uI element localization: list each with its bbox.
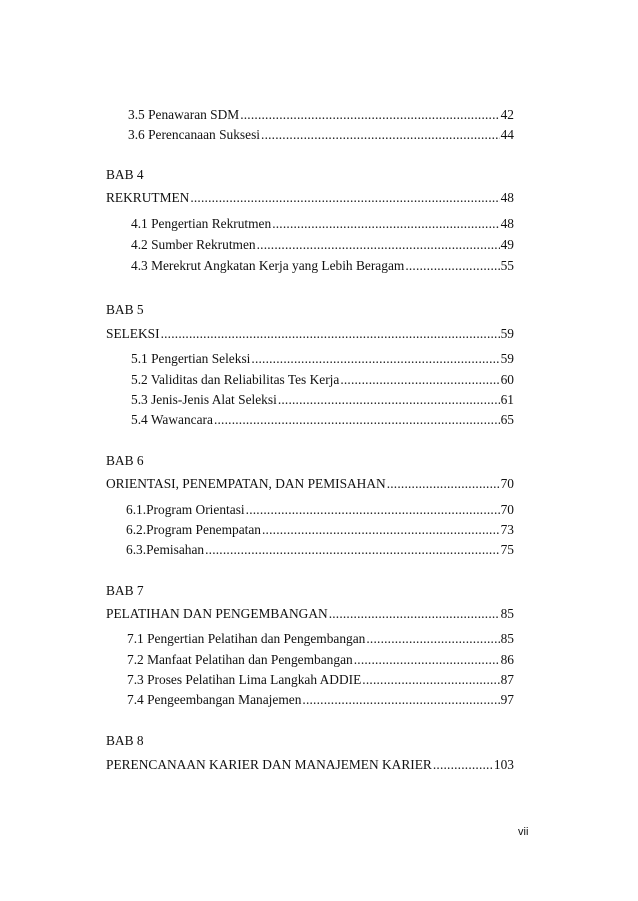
toc-leader	[302, 691, 499, 709]
toc-chapter-entry[interactable]	[106, 756, 514, 774]
toc-leader	[240, 106, 499, 124]
toc-entry-label: 6.1.Program Orientasi	[126, 502, 245, 517]
toc-chapter-entry[interactable]	[106, 189, 514, 207]
toc-entry-label: 5.1 Pengertian Seleksi	[131, 351, 251, 366]
toc-chapter-entry[interactable]	[106, 325, 514, 343]
toc-entry[interactable]	[128, 126, 514, 144]
toc-entry-label: 4.1 Pengertian Rekrutmen	[131, 216, 272, 231]
toc-leader	[329, 605, 500, 623]
toc-entry-label: 3.6 Perencanaan Suksesi	[128, 127, 261, 142]
toc-entry-page: 44	[500, 127, 514, 142]
toc-entry-page: 42	[500, 107, 514, 122]
toc-entry-page: 85	[500, 631, 514, 646]
toc-leader	[205, 541, 500, 559]
toc-chapter-page: 103	[493, 757, 514, 772]
toc-leader	[366, 630, 499, 648]
chapter-heading: BAB 6	[106, 453, 144, 468]
toc-chapter-title: PERENCANAAN KARIER DAN MANAJEMEN KARIER	[106, 757, 432, 772]
toc-entry-page: 61	[500, 392, 514, 407]
toc-entry-page: 73	[500, 522, 514, 537]
toc-chapter-page: 85	[500, 606, 514, 621]
toc-leader	[405, 257, 499, 275]
chapter-heading: BAB 5	[106, 302, 144, 317]
toc-entry-label: 3.5 Penawaran SDM	[128, 107, 240, 122]
toc-entry[interactable]	[126, 501, 514, 519]
toc-leader	[433, 756, 493, 774]
toc-leader	[387, 475, 500, 493]
toc-entry[interactable]	[127, 671, 514, 689]
toc-entry-page: 49	[500, 237, 514, 252]
toc-entry[interactable]	[131, 391, 514, 409]
chapter-heading: BAB 7	[106, 583, 144, 598]
toc-entry-page: 55	[500, 258, 514, 273]
toc-leader	[246, 501, 500, 519]
toc-entry-label: 5.2 Validitas dan Reliabilitas Tes Kerja	[131, 372, 340, 387]
toc-entry-label: 5.4 Wawancara	[131, 412, 213, 427]
toc-entry[interactable]	[131, 215, 514, 233]
toc-entry-label: 7.4 Pengeembangan Manajemen	[127, 692, 302, 707]
toc-entry-page: 60	[500, 372, 514, 387]
toc-entry-page: 70	[500, 502, 514, 517]
toc-entry-page: 97	[500, 692, 514, 707]
page-number: vii	[518, 826, 529, 838]
toc-entry[interactable]	[128, 106, 514, 124]
toc-entry-page: 86	[500, 652, 514, 667]
toc-entry-page: 65	[500, 412, 514, 427]
toc-leader	[340, 371, 499, 389]
chapter-heading: BAB 8	[106, 733, 144, 748]
toc-entry-label: 7.1 Pengertian Pelatihan dan Pengembangan	[127, 631, 366, 646]
toc-entry[interactable]	[131, 257, 514, 275]
toc-chapter-title: ORIENTASI, PENEMPATAN, DAN PEMISAHAN	[106, 476, 386, 491]
toc-entry[interactable]	[127, 691, 514, 709]
toc-entry[interactable]	[126, 521, 514, 539]
toc-entry-page: 75	[500, 542, 514, 557]
toc-entry[interactable]	[127, 651, 514, 669]
toc-entry-label: 7.3 Proses Pelatihan Lima Langkah ADDIE	[127, 672, 362, 687]
toc-entry-label: 7.2 Manfaat Pelatihan dan Pengembangan	[127, 652, 353, 667]
toc-entry[interactable]	[131, 236, 514, 254]
toc-entry-label: 6.2.Program Penempatan	[126, 522, 261, 537]
toc-leader	[161, 325, 500, 343]
toc-chapter-entry[interactable]	[106, 605, 514, 623]
toc-leader	[261, 126, 500, 144]
toc-leader	[190, 189, 499, 207]
toc-entry-label: 4.2 Sumber Rekrutmen	[131, 237, 256, 252]
toc-leader	[251, 350, 499, 368]
toc-entry[interactable]	[131, 350, 514, 368]
toc-entry[interactable]	[126, 541, 514, 559]
toc-chapter-page: 48	[500, 190, 514, 205]
toc-chapter-title: PELATIHAN DAN PENGEMBANGAN	[106, 606, 328, 621]
toc-leader	[354, 651, 500, 669]
toc-leader	[278, 391, 500, 409]
toc-entry-page: 87	[500, 672, 514, 687]
toc-chapter-page: 70	[500, 476, 514, 491]
toc-chapter-title: REKRUTMEN	[106, 190, 190, 205]
toc-leader	[362, 671, 499, 689]
toc-leader	[214, 411, 500, 429]
toc-entry-label: 6.3.Pemisahan	[126, 542, 205, 557]
toc-chapter-page: 59	[500, 326, 514, 341]
chapter-heading: BAB 4	[106, 167, 144, 182]
toc-entry[interactable]	[127, 630, 514, 648]
toc-entry-label: 5.3 Jenis-Jenis Alat Seleksi	[131, 392, 277, 407]
toc-leader	[272, 215, 499, 233]
toc-leader	[257, 236, 500, 254]
toc-entry-page: 48	[500, 216, 514, 231]
toc-chapter-entry[interactable]	[106, 475, 514, 493]
toc-entry[interactable]	[131, 411, 514, 429]
toc-entry-page: 59	[500, 351, 514, 366]
toc-leader	[262, 521, 500, 539]
toc-chapter-title: SELEKSI	[106, 326, 160, 341]
toc-entry[interactable]	[131, 371, 514, 389]
toc-entry-label: 4.3 Merekrut Angkatan Kerja yang Lebih Beragam	[131, 258, 405, 273]
